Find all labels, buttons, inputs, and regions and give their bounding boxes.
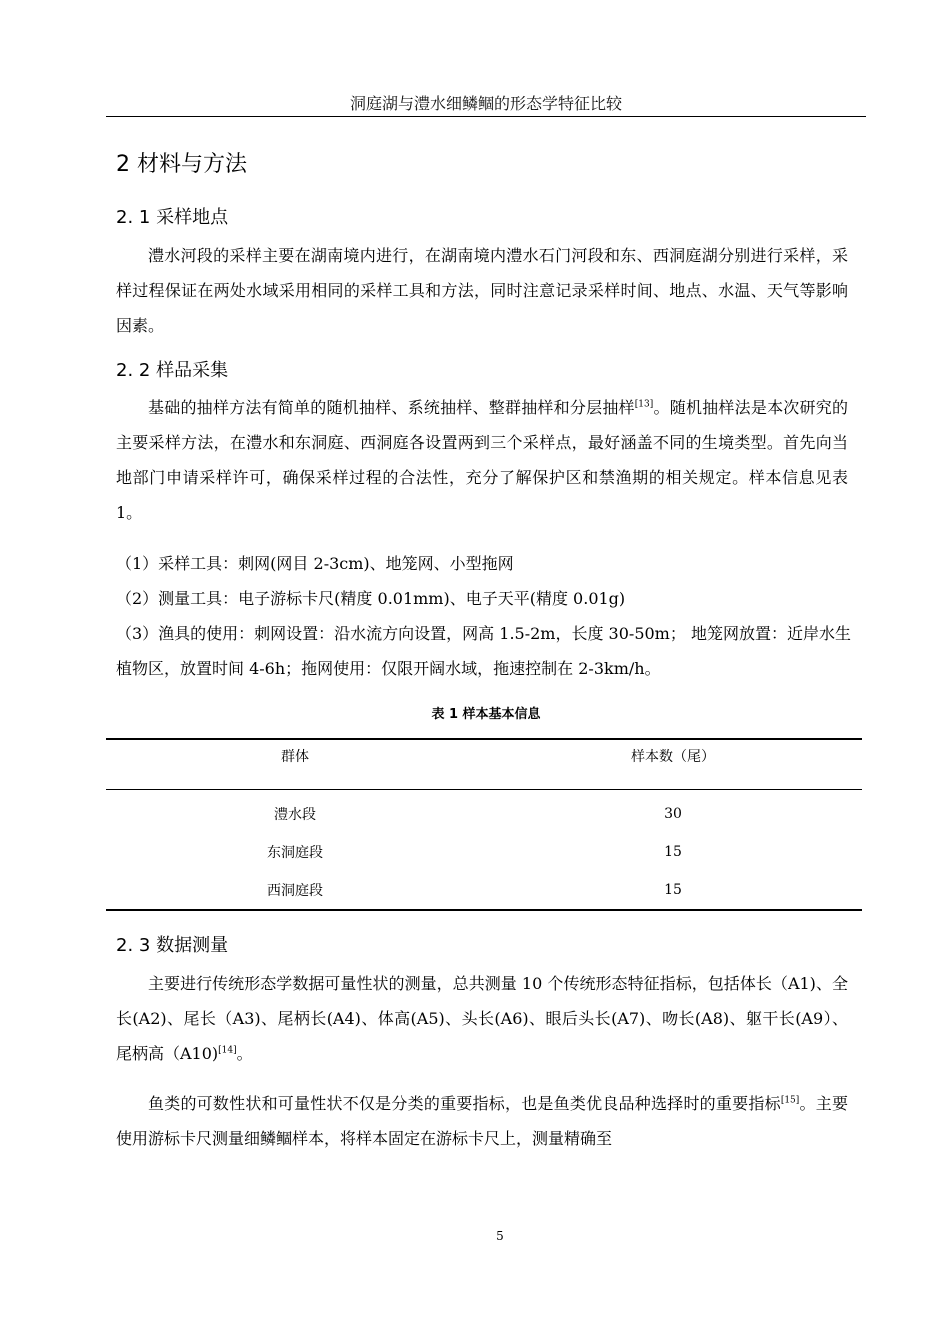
paragraph-text: 。 — [236, 1044, 253, 1063]
list-item: （3）渔具的使用：刺网设置：沿水流方向设置，网高 1.5-2m，长度 30-50m； 地笼网放置：近岸水生植物区，放置时间 4-6h；拖网使用：仅限开阔水域，拖速控制在 2-3km/h。 — [116, 624, 851, 678]
running-header: 洞庭湖与澧水细鳞鲴的形态学特征比较 — [349, 94, 622, 113]
table-row — [106, 790, 862, 834]
subsection-title-data-measurement: 2. 3 数据测量 — [116, 935, 229, 956]
citation-ref: [13] — [634, 399, 654, 410]
table-cell: 30 — [664, 806, 682, 822]
table-cell: 15 — [664, 882, 682, 898]
paragraph-sample-collection — [116, 390, 848, 530]
table-caption: 表 1 样本基本信息 — [431, 707, 541, 722]
list-item: （1）采样工具：刺网(网目 2-3cm)、地笼网、小型拖网 — [116, 554, 514, 573]
table-cell: 澧水段 — [274, 807, 316, 823]
subsection-title-sampling-site: 2. 1 采样地点 — [116, 207, 229, 228]
paragraph-text: 。主要使用游标卡尺测量细鳞鲴样本，将样本固定在游标卡尺上，测量精确至 — [116, 1094, 848, 1148]
header-rule — [106, 116, 866, 117]
list-item: （2）测量工具：电子游标卡尺(精度 0.01mm)、电子天平(精度 0.01g) — [116, 589, 626, 608]
section-title: 2 材料与方法 — [116, 152, 247, 177]
table-header-cell: 群体 — [281, 749, 309, 765]
paragraph-text: 。随机抽样法是本次研究的主要采样方法，在澧水和东洞庭、西洞庭各设置两到三个采样点，最好涵盖不同的生境类型。首先向当地部门申请采样许可，确保采样过程的合法性，充分了解保护区和禁渔期的相关规定。样本信息见表 1。 — [116, 398, 848, 522]
table-header-row — [106, 739, 862, 790]
table-cell: 15 — [664, 844, 682, 860]
table-row — [106, 833, 862, 871]
paragraph-text: 主要进行传统形态学数据可量性状的测量，总共测量 10 个传统形态特征指标，包括体长（A1)、全长(A2)、尾长（A3)、尾柄长(A4)、体高(A5)、头长(A6)、眼后头长(A7)、吻长(A8)、躯干长(A9）、尾柄高（A10) — [116, 974, 848, 1063]
table-cell: 西洞庭段 — [267, 883, 323, 899]
paragraph-data-measurement — [116, 966, 848, 1071]
citation-ref: [15] — [780, 1095, 800, 1106]
table-header-cell: 样本数（尾） — [631, 749, 715, 765]
page-number: 5 — [496, 1229, 504, 1243]
paragraph-sampling-site: 澧水河段的采样主要在湖南境内进行，在湖南境内澧水石门河段和东、西洞庭湖分别进行采样，采样过程保证在两处水域采用相同的采样工具和方法，同时注意记录采样时间、地点、水温、天气等影响因素。 — [116, 246, 848, 335]
paragraph-text: 基础的抽样方法有简单的随机抽样、系统抽样、整群抽样和分层抽样 — [148, 398, 635, 417]
table-row — [106, 871, 862, 910]
sample-table — [106, 738, 862, 911]
subsection-title-sample-collection: 2. 2 样品采集 — [116, 360, 229, 381]
paragraph-traits — [116, 1086, 848, 1156]
citation-ref: [14] — [218, 1045, 237, 1056]
tool-list — [116, 546, 856, 686]
paragraph-text: 鱼类的可数性状和可量性状不仅是分类的重要指标，也是鱼类优良品种选择时的重要指标 — [148, 1094, 781, 1113]
table-cell: 东洞庭段 — [267, 845, 323, 861]
